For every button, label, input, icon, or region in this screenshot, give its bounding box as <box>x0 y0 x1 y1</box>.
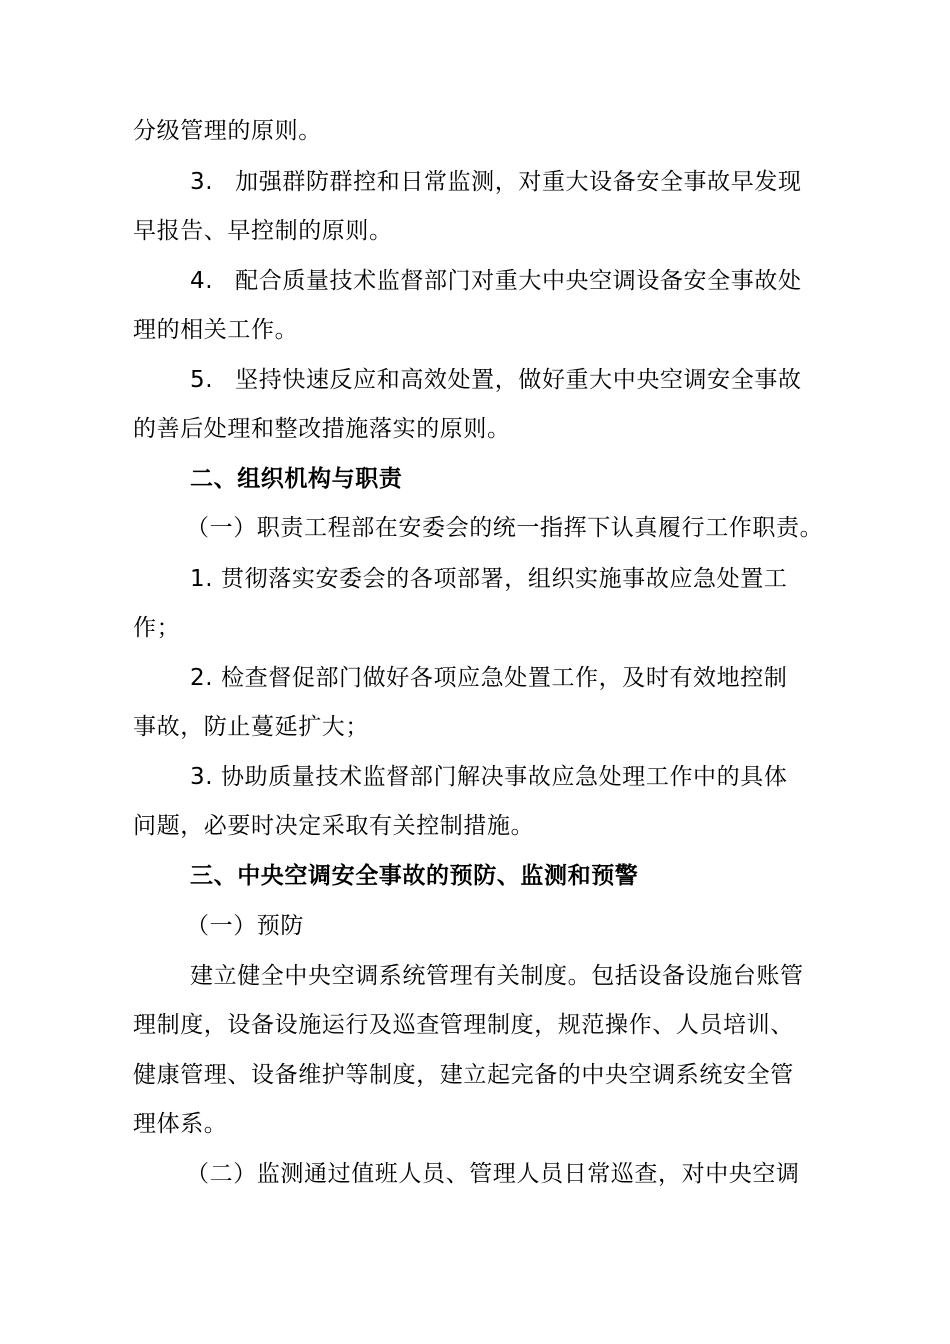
paragraph-line <box>133 712 369 742</box>
numbered-item-4 <box>190 266 802 296</box>
paragraph-line <box>133 1010 794 1040</box>
line-text: （一）预防 <box>186 913 304 939</box>
paragraph-line <box>133 116 322 146</box>
line-text: （二）监测通过值班人员、管理人员日常巡查，对中央空调 <box>186 1161 800 1187</box>
list-item-1 <box>190 564 787 594</box>
line-text: 加强群防群控和日常监测，对重大设备安全事故早发现 <box>235 169 802 195</box>
line-text: 健康管理、设备维护等制度，建立起完备的中央空调系统安全管 <box>133 1062 794 1088</box>
paragraph-line <box>133 414 511 444</box>
item-number: 4. <box>190 268 214 294</box>
subsection-heading <box>186 911 304 941</box>
item-number: 3. <box>190 169 214 195</box>
paragraph-line <box>133 216 393 246</box>
subsection-line <box>186 513 823 543</box>
line-text: 配合质量技术监督部门对重大中央空调设备安全事故处 <box>235 268 802 294</box>
numbered-item-5 <box>190 365 802 395</box>
item-number: 5. <box>190 367 214 393</box>
line-text: 事故，防止蔓延扩大； <box>133 714 369 740</box>
list-item-2 <box>190 663 787 693</box>
line-text: 分级管理的原则。 <box>133 118 322 144</box>
line-text: 1. 贯彻落实安委会的各项部署，组织实施事故应急处置工 <box>190 566 788 592</box>
subsection-line <box>186 1159 800 1189</box>
line-text: 的善后处理和整改措施落实的原则。 <box>133 416 511 442</box>
paragraph-line <box>190 961 804 991</box>
paragraph-line <box>133 1109 227 1139</box>
paragraph-line <box>133 1060 794 1090</box>
section-heading-3 <box>190 861 638 891</box>
paragraph-line <box>133 613 180 643</box>
line-text: 早报告、早控制的原则。 <box>133 218 393 244</box>
line-text: 3. 协助质量技术监督部门解决事故应急处理工作中的具体 <box>190 764 788 790</box>
heading-text: 二、组织机构与职责 <box>190 466 403 492</box>
line-text: 理体系。 <box>133 1111 228 1137</box>
line-text: 理制度，设备设施运行及巡查管理制度，规范操作、人员培训、 <box>133 1012 794 1038</box>
list-item-3 <box>190 762 787 792</box>
line-text: 2. 检查督促部门做好各项应急处置工作，及时有效地控制 <box>190 665 788 691</box>
line-text: 建立健全中央空调系统管理有关制度。包括设备设施台账管 <box>190 963 804 989</box>
line-text: 作； <box>133 615 181 641</box>
heading-text: 三、中央空调安全事故的预防、监测和预警 <box>190 863 639 889</box>
section-heading-2 <box>190 464 402 494</box>
line-text: 问题，必要时决定采取有关控制措施。 <box>133 813 535 839</box>
line-text: 坚持快速反应和高效处置，做好重大中央空调安全事故 <box>235 367 802 393</box>
line-text: 理的相关工作。 <box>133 317 299 343</box>
line-text: （一）职责工程部在安委会的统一指挥下认真履行工作职责。 <box>186 515 824 541</box>
paragraph-line <box>133 811 534 841</box>
paragraph-line <box>133 315 298 345</box>
numbered-item-3 <box>190 167 802 197</box>
